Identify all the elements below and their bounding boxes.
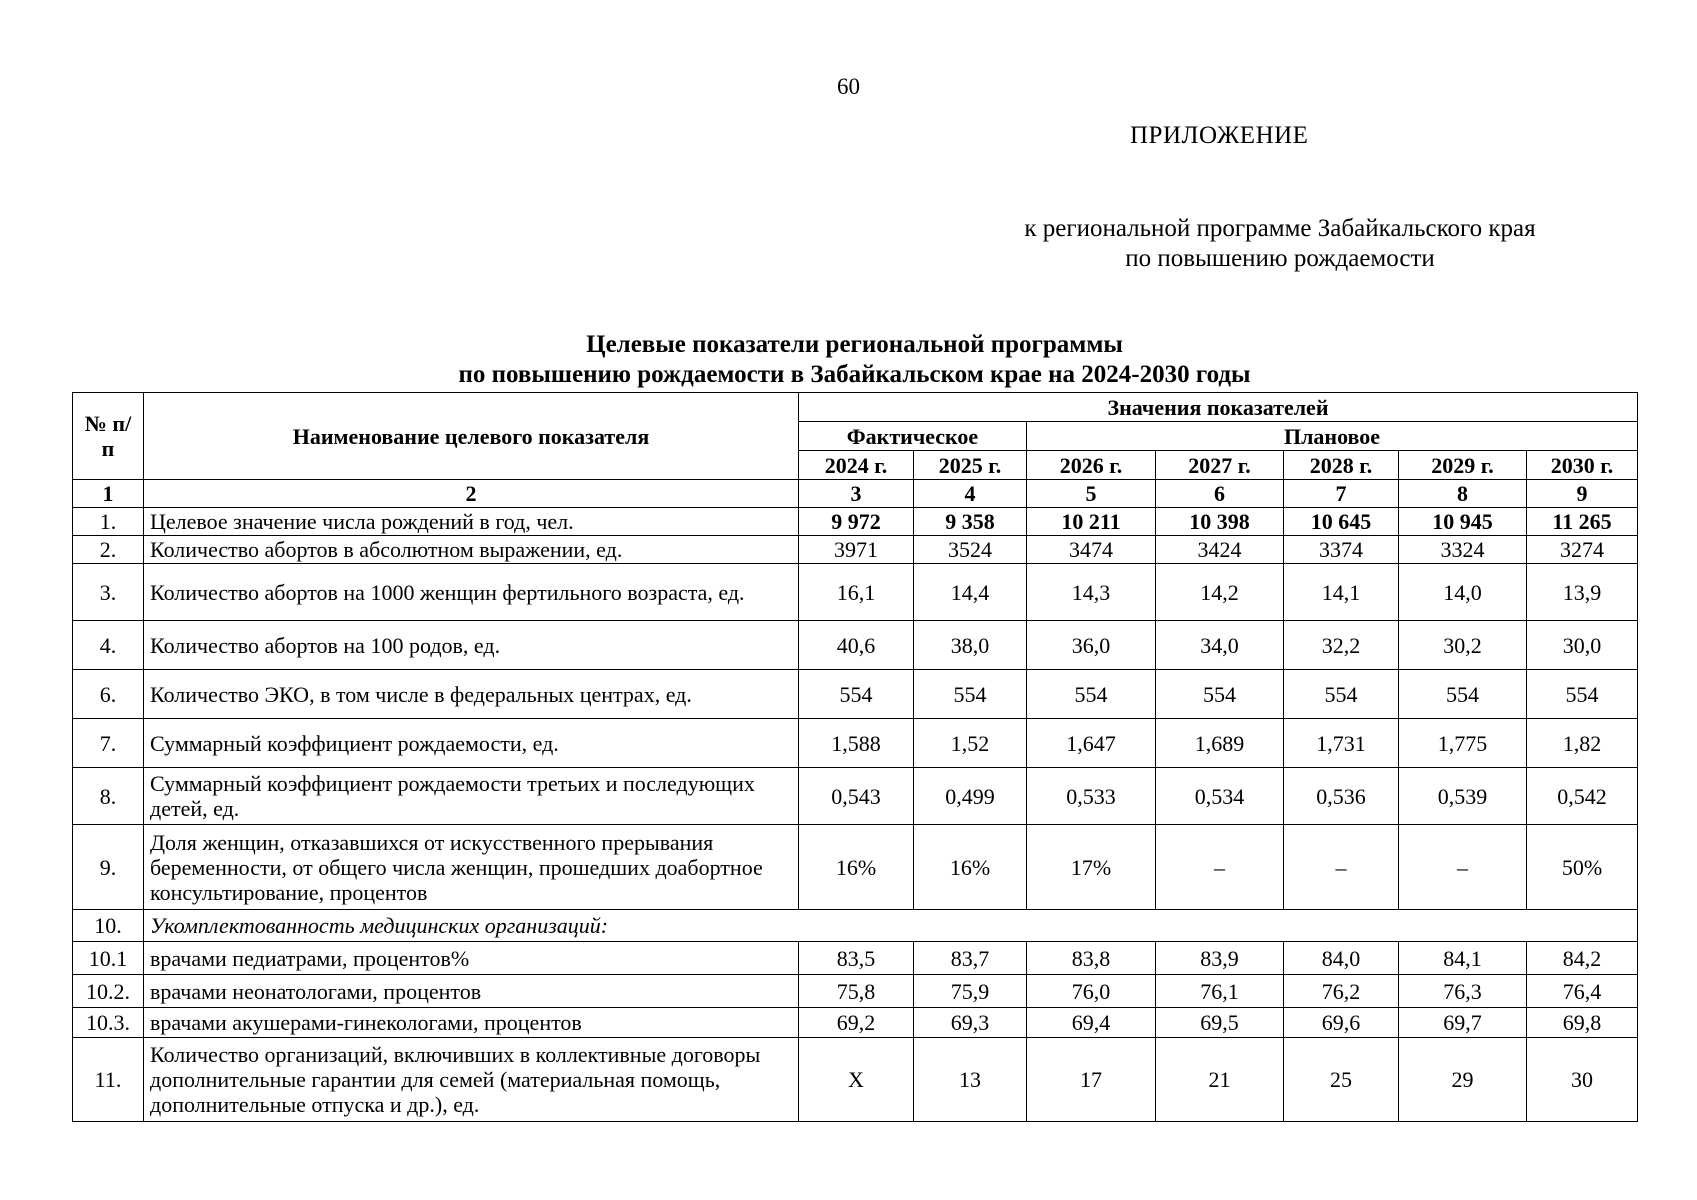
row-value: 9 972: [799, 508, 914, 536]
row-value: 11 265: [1527, 508, 1638, 536]
row-value: 1,52: [914, 719, 1027, 768]
row-value: 17%: [1027, 825, 1156, 910]
table-row: [73, 768, 1638, 825]
row-num: 2.: [73, 536, 144, 564]
row-value: 14,2: [1156, 564, 1284, 621]
row-name: Суммарный коэффициент рождаемости, ед.: [144, 719, 799, 768]
column-number: 5: [1027, 480, 1156, 508]
row-value: 554: [1284, 670, 1399, 719]
header-year: 2030 г.: [1527, 451, 1638, 480]
row-num: 10.1: [73, 942, 144, 975]
row-value: 554: [1399, 670, 1527, 719]
row-value: 34,0: [1156, 621, 1284, 670]
row-num: 10.2.: [73, 975, 144, 1008]
row-num: 6.: [73, 670, 144, 719]
row-value: 1,82: [1527, 719, 1638, 768]
header-year: 2029 г.: [1399, 451, 1527, 480]
row-value: 13,9: [1527, 564, 1638, 621]
row-value: 83,9: [1156, 942, 1284, 975]
column-number: 8: [1399, 480, 1527, 508]
appendix-subtitle-line2: по повышению рождаемости: [1125, 245, 1435, 272]
row-value: 14,1: [1284, 564, 1399, 621]
row-value: 69,6: [1284, 1008, 1399, 1038]
target-indicators-table: [72, 392, 1638, 1122]
column-number: 2: [144, 480, 799, 508]
row-value: 554: [799, 670, 914, 719]
table-title-line1: Целевые показатели региональной программы: [586, 331, 1123, 358]
row-value: 69,5: [1156, 1008, 1284, 1038]
row-value: 0,533: [1027, 768, 1156, 825]
row-value: 1,731: [1284, 719, 1399, 768]
row-value: 0,499: [914, 768, 1027, 825]
header-year: 2028 г.: [1284, 451, 1399, 480]
header-fact: Фактическое: [799, 422, 1027, 451]
row-num: 9.: [73, 825, 144, 910]
column-number: 7: [1284, 480, 1399, 508]
table-row: [73, 564, 1638, 621]
row-value: –: [1284, 825, 1399, 910]
header-year: 2027 г.: [1156, 451, 1284, 480]
row-value: 29: [1399, 1038, 1527, 1122]
row-value: –: [1399, 825, 1527, 910]
row-value: 76,4: [1527, 975, 1638, 1008]
row-value: 9 358: [914, 508, 1027, 536]
appendix-title: ПРИЛОЖЕНИЕ: [1130, 122, 1309, 149]
table-row: [73, 825, 1638, 910]
row-value: 69,8: [1527, 1008, 1638, 1038]
row-num: 1.: [73, 508, 144, 536]
row-value: 38,0: [914, 621, 1027, 670]
row-value: 75,9: [914, 975, 1027, 1008]
row-value: 10 211: [1027, 508, 1156, 536]
row-num: 11.: [73, 1038, 144, 1122]
row-name: Количество абортов на 1000 женщин фертильного возраста, ед.: [144, 564, 799, 621]
header-year: 2024 г.: [799, 451, 914, 480]
row-name: Количество ЭКО, в том числе в федеральных центрах, ед.: [144, 670, 799, 719]
row-value: 1,775: [1399, 719, 1527, 768]
column-number: 6: [1156, 480, 1284, 508]
header-values: Значения показателей: [799, 393, 1638, 422]
row-num: 10.3.: [73, 1008, 144, 1038]
column-number: 9: [1527, 480, 1638, 508]
row-value: 3274: [1527, 536, 1638, 564]
row-value: 554: [1156, 670, 1284, 719]
row-value: 1,647: [1027, 719, 1156, 768]
table-title: [72, 330, 1637, 390]
row-value: 83,5: [799, 942, 914, 975]
row-value: 10 398: [1156, 508, 1284, 536]
row-value: 84,2: [1527, 942, 1638, 975]
column-number: 1: [73, 480, 144, 508]
row-value: 3374: [1284, 536, 1399, 564]
table-row: [73, 1008, 1638, 1038]
row-name: Количество абортов на 100 родов, ед.: [144, 621, 799, 670]
row-value: 554: [1027, 670, 1156, 719]
row-value: 0,543: [799, 768, 914, 825]
appendix-subtitle: [900, 214, 1660, 274]
row-value: 76,0: [1027, 975, 1156, 1008]
table-section-row: [73, 910, 1638, 942]
table-row: [73, 719, 1638, 768]
row-value: 3324: [1399, 536, 1527, 564]
row-name: Суммарный коэффициент рождаемости третьих и последующих детей, ед.: [144, 768, 799, 825]
row-value: 10 945: [1399, 508, 1527, 536]
row-value: 32,2: [1284, 621, 1399, 670]
page-number: 60: [837, 74, 860, 99]
row-value: 16%: [914, 825, 1027, 910]
row-value: 21: [1156, 1038, 1284, 1122]
row-value: 83,8: [1027, 942, 1156, 975]
row-value: 36,0: [1027, 621, 1156, 670]
row-name: Количество абортов в абсолютном выражении, ед.: [144, 536, 799, 564]
row-value: 84,0: [1284, 942, 1399, 975]
row-value: 84,1: [1399, 942, 1527, 975]
row-value: 69,2: [799, 1008, 914, 1038]
row-value: 69,4: [1027, 1008, 1156, 1038]
row-num: 4.: [73, 621, 144, 670]
row-value: 76,1: [1156, 975, 1284, 1008]
table-title-line2: по повышению рождаемости в Забайкальском крае на 2024-2030 годы: [458, 361, 1251, 388]
table-row: [73, 670, 1638, 719]
row-value: –: [1156, 825, 1284, 910]
row-value: 554: [1527, 670, 1638, 719]
row-value: 3424: [1156, 536, 1284, 564]
column-number: 4: [914, 480, 1027, 508]
table-row: [73, 621, 1638, 670]
row-value: 0,536: [1284, 768, 1399, 825]
row-value: 554: [914, 670, 1027, 719]
row-value: 75,8: [799, 975, 914, 1008]
row-value: 14,3: [1027, 564, 1156, 621]
row-value: 14,0: [1399, 564, 1527, 621]
row-name: Целевое значение числа рождений в год, чел.: [144, 508, 799, 536]
row-name: Количество организаций, включивших в коллективные договоры дополнительные гарантии для семей (материальная помощь, дополнительные отпуска и др.), ед.: [144, 1038, 799, 1122]
row-value: 50%: [1527, 825, 1638, 910]
column-number: 3: [799, 480, 914, 508]
row-value: 3474: [1027, 536, 1156, 564]
row-name: Доля женщин, отказавшихся от искусственного прерывания беременности, от общего числа женщин, прошедших доабортное консультирование, процентов: [144, 825, 799, 910]
row-value: 13: [914, 1038, 1027, 1122]
row-value: 10 645: [1284, 508, 1399, 536]
row-value: 30,2: [1399, 621, 1527, 670]
row-value: 76,2: [1284, 975, 1399, 1008]
row-value: 30,0: [1527, 621, 1638, 670]
row-value: 40,6: [799, 621, 914, 670]
row-value: 3971: [799, 536, 914, 564]
header-num: № п/п: [73, 393, 144, 480]
row-value: 0,539: [1399, 768, 1527, 825]
header-year: 2026 г.: [1027, 451, 1156, 480]
row-value: 3524: [914, 536, 1027, 564]
table-row: [73, 536, 1638, 564]
row-value: 0,534: [1156, 768, 1284, 825]
row-value: X: [799, 1038, 914, 1122]
row-value: 14,4: [914, 564, 1027, 621]
row-value: 16,1: [799, 564, 914, 621]
row-value: 16%: [799, 825, 914, 910]
row-value: 30: [1527, 1038, 1638, 1122]
header-year: 2025 г.: [914, 451, 1027, 480]
row-value: 1,689: [1156, 719, 1284, 768]
table-row: [73, 1038, 1638, 1122]
row-value: 69,3: [914, 1008, 1027, 1038]
appendix-subtitle-line1: к региональной программе Забайкальского края: [1024, 215, 1536, 242]
row-value: 83,7: [914, 942, 1027, 975]
row-name: врачами педиатрами, процентов%: [144, 942, 799, 975]
table-row: [73, 975, 1638, 1008]
header-plan: Плановое: [1027, 422, 1638, 451]
row-value: 0,542: [1527, 768, 1638, 825]
row-value: 76,3: [1399, 975, 1527, 1008]
header-name: Наименование целевого показателя: [144, 393, 799, 480]
row-num: 8.: [73, 768, 144, 825]
row-value: 69,7: [1399, 1008, 1527, 1038]
table-row: [73, 508, 1638, 536]
row-value: 1,588: [799, 719, 914, 768]
row-value: 25: [1284, 1038, 1399, 1122]
row-name: врачами акушерами-гинекологами, процентов: [144, 1008, 799, 1038]
row-name: врачами неонатологами, процентов: [144, 975, 799, 1008]
section-title: Укомплектованность медицинских организаций:: [144, 910, 1638, 942]
row-num: 7.: [73, 719, 144, 768]
row-num: 10.: [73, 910, 144, 942]
row-num: 3.: [73, 564, 144, 621]
table-row: [73, 942, 1638, 975]
row-value: 17: [1027, 1038, 1156, 1122]
